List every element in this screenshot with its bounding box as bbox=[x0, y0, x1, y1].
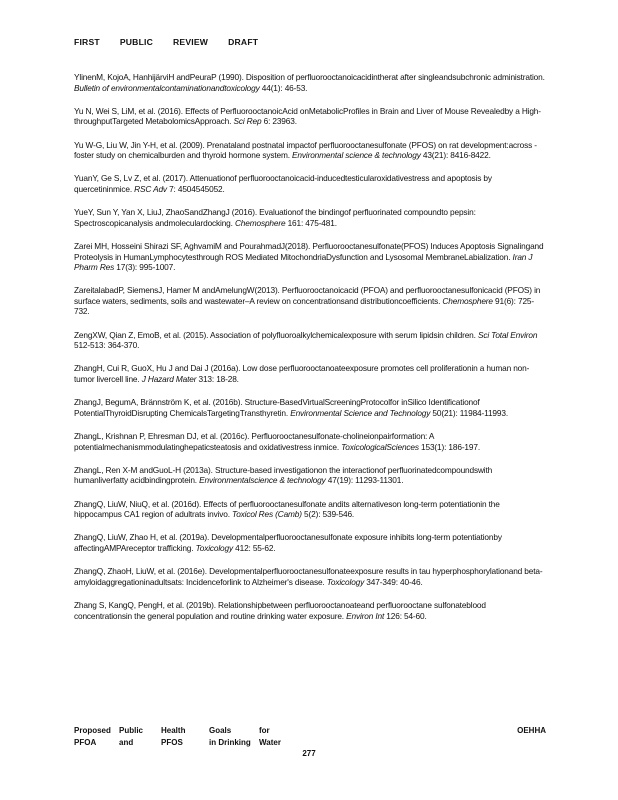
header-word: REVIEW bbox=[173, 37, 209, 47]
reference-text: ZhangL, Ren X-M andGuoL-H (2013a). Structure-based investigationon the interactionof perfluorinatedcompoundswith humanliverfatty acidbindingprotein. bbox=[74, 464, 493, 486]
draft-header bbox=[74, 37, 258, 47]
reference-entry bbox=[74, 363, 546, 384]
reference-text: 161: 475-481. bbox=[285, 217, 337, 228]
reference-entry bbox=[74, 241, 546, 273]
reference-text: 17(3): 995-1007. bbox=[114, 262, 176, 273]
footer-row-2 bbox=[74, 737, 546, 749]
journal-title: Toxicology bbox=[326, 576, 365, 587]
reference-text: ZhangQ, ZhaoH, LiuW, et al. (2016e). Developmentalperfluorooctanesulfonateexposure results in tau hyperphosphorylationand beta-amyloidaggregationinadultsats: Incidenceforlink to Alzheimer's disease. bbox=[74, 566, 543, 587]
footer-word: and bbox=[119, 738, 134, 747]
reference-text: ZhangQ, LiuW, Zhao H, et al. (2019a). Developmentalperfluorooctanesulfonate exposure inhibits long-term potentiationby affectingAMPAreceptor trafficking. bbox=[74, 532, 502, 553]
reference-entry bbox=[74, 566, 546, 587]
page-number: 277 bbox=[302, 749, 316, 758]
journal-title: Chemosphere bbox=[234, 217, 286, 228]
reference-list bbox=[74, 72, 546, 634]
footer-agency: OEHHA bbox=[517, 726, 546, 735]
reference-text: Yu W-G, Liu W, Jin Y-H, et al. (2009). Prenataland postnatal impactof perfluorooctanesulfonate (PFOS) on rat development:across - foster study on chemicalburden and thyroid hormone system. bbox=[74, 139, 537, 161]
journal-title: Environmentalscience & technology bbox=[199, 475, 326, 486]
journal-title: Sci Total Environ bbox=[477, 329, 538, 340]
header-word: FIRST bbox=[74, 37, 100, 47]
reference-entry bbox=[74, 600, 546, 621]
reference-entry bbox=[74, 532, 546, 553]
reference-entry bbox=[74, 431, 546, 452]
reference-text: Zhang S, KangQ, PengH, et al. (2019b). Relationshipbetween perfluorooctanoateand perfluorooctane sulfonateblood concentrationsin the general population and routine drinking water exposure. bbox=[74, 599, 486, 621]
reference-text: 6: 23963. bbox=[261, 116, 297, 127]
reference-text: 47(19): 11293-11301. bbox=[325, 475, 404, 486]
reference-text: 313: 18-28. bbox=[196, 374, 239, 385]
reference-text: 347-349: 40-46. bbox=[364, 576, 423, 587]
journal-title: ToxicologicalSciences bbox=[341, 441, 419, 452]
journal-title: Toxicology bbox=[195, 542, 233, 553]
reference-entry bbox=[74, 499, 546, 520]
reference-text: ZhangQ, LiuW, NiuQ, et al. (2016d). Effects of perfluorooctanesulfonate andits alternativeson long-term potentiationin the hippocampus CA1 region of adultrats invivo. bbox=[74, 498, 500, 520]
journal-title: Bulletin of environmentalcontaminationandtoxicology bbox=[74, 82, 260, 93]
journal-title: Chemosphere bbox=[442, 295, 493, 306]
reference-text: 126: 54-60. bbox=[384, 610, 427, 621]
reference-text: ZareitalabadP, SiemensJ, Hamer M andAmelungW(2013). Perfluorooctanoicacid (PFOA) and perfluorooctanesulfonicacid (PFOS) in surface waters, sediments, soils and wastewater–A review on concentrationsand distributioncoefficients. bbox=[74, 285, 541, 306]
footer-word: Goals bbox=[209, 726, 232, 735]
reference-text: 512-513: 364-370. bbox=[74, 340, 140, 351]
reference-text: 412: 55-62. bbox=[232, 542, 276, 553]
reference-text: 153(1): 186-197. bbox=[418, 441, 480, 452]
journal-title: RSC Adv bbox=[134, 183, 167, 194]
reference-text: ZhangL, Krishnan P, Ehresman DJ, et al. (2016c). Perfluorooctanesulfonate-cholineionpairformation: A potentialmechanismmodulatinghepaticsteatosis and oxidativestress inmice. bbox=[74, 431, 434, 452]
header-word: PUBLIC bbox=[119, 37, 154, 47]
reference-text: Zarei MH, Hosseini Shirazi SF, AghvamiM and PourahmadJ(2018). Perfluorooctanesulfonate(PFOS) Induces Apoptosis Signalingand Proteolysis in HumanLymphocytesthrough ROS Mediated MitochondriaDysfunction and Lysosomal MembraneLabialization. bbox=[74, 240, 544, 262]
reference-entry bbox=[74, 330, 546, 351]
reference-entry bbox=[74, 397, 546, 418]
reference-text: ZhangJ, BegumA, Brännström K, et al. (2016b). Structure-BasedVirtualScreeningProtocolfor inSilico Identificationof PotentialThyroidDisrupting ChemicalsTargetingTransthyretin. bbox=[74, 397, 480, 418]
footer-word: PFOS bbox=[161, 738, 183, 747]
reference-text: ZhangH, Cui R, GuoX, Hu J and Dai J (2016a). Low dose perfluorooctanoateexposure promotes cell proliferationin a human non-tumor livercell line. bbox=[74, 363, 530, 385]
journal-title: Sci Rep bbox=[233, 116, 262, 127]
reference-text: 44(1): 46-53. bbox=[259, 82, 308, 93]
page-footer bbox=[74, 725, 546, 749]
footer-word: Water bbox=[259, 738, 281, 747]
reference-entry bbox=[74, 173, 546, 194]
footer-word: Public bbox=[119, 726, 144, 735]
reference-entry bbox=[74, 72, 546, 93]
journal-title: Environ Int bbox=[346, 610, 385, 621]
footer-word: Health bbox=[161, 726, 186, 735]
reference-text: 7: 4504545052. bbox=[166, 183, 225, 194]
reference-text: ZengXW, Qian Z, EmoB, et al. (2015). Association of polyfluoroalkylchemicalexposure with serum lipidsin children. bbox=[74, 329, 478, 340]
reference-entry bbox=[74, 140, 546, 161]
reference-text: YlinenM, KojoA, HanhijärviH andPeuraP (1990). Disposition of perfluorooctanoicacidintherat after singleandsubchronic administration. bbox=[74, 72, 545, 82]
footer-word: PFOA bbox=[74, 738, 97, 747]
reference-entry bbox=[74, 106, 546, 127]
journal-title: J Hazard Mater bbox=[141, 374, 197, 385]
journal-title: Iran J Pharm Res bbox=[74, 251, 533, 273]
reference-entry bbox=[74, 465, 546, 486]
footer-word: for bbox=[259, 726, 270, 735]
reference-text: 91(6): 725-732. bbox=[74, 295, 534, 317]
journal-title: Environmental science & technology bbox=[292, 150, 421, 161]
journal-title: Toxicol Res (Camb) bbox=[232, 509, 302, 520]
reference-entry bbox=[74, 285, 546, 317]
footer-row-1 bbox=[74, 725, 546, 737]
reference-text: Yu N, Wei S, LiM, et al. (2016). Effects of PerfluorooctanoicAcid onMetabolicProfiles in Brain and Liver of Mouse Revealedby a High-throughputTargeted MetabolomicsApproach. bbox=[74, 105, 541, 127]
reference-text: 50(21): 11984-11993. bbox=[430, 407, 508, 418]
reference-text: 43(21): 8416-8422. bbox=[420, 150, 491, 161]
reference-entry bbox=[74, 207, 546, 228]
footer-word: in Drinking bbox=[209, 738, 251, 747]
journal-title: Environmental Science and Technology bbox=[290, 407, 431, 418]
footer-word: Proposed bbox=[74, 726, 111, 735]
reference-text: YueY, Sun Y, Yan X, LiuJ, ZhaoSandZhangJ (2016). Evaluationof the bindingof perfluorinated compoundto pepsin: Spectroscopicanalysis andmoleculardocking. bbox=[74, 207, 476, 228]
reference-text: 5(2): 539-546. bbox=[301, 509, 355, 520]
header-word: DRAFT bbox=[228, 37, 259, 47]
reference-text: YuanY, Ge S, Lv Z, et al. (2017). Attenuationof perfluorooctanoicacid-inducedtesticularoxidativestress and apoptosis by quercetininmice. bbox=[74, 173, 492, 194]
